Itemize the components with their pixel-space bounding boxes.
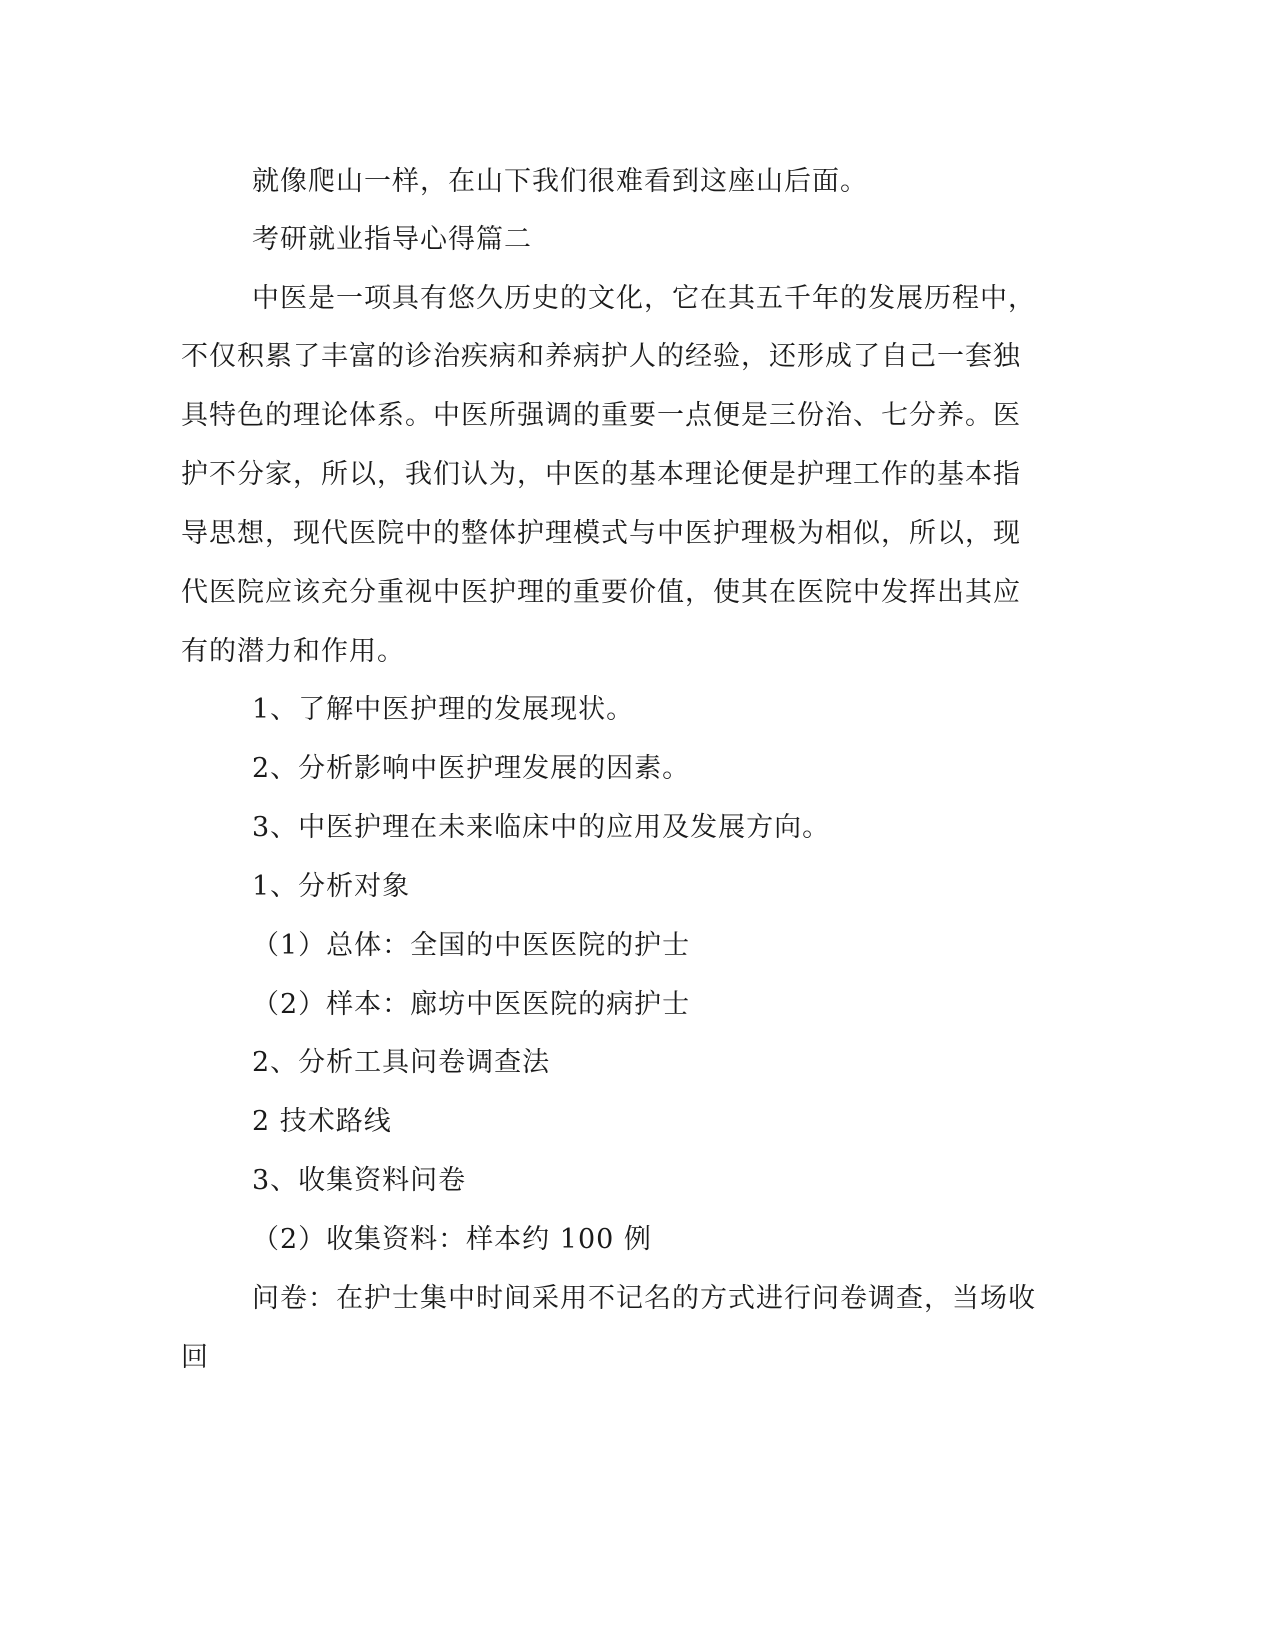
list-item: 3、中医护理在未来临床中的应用及发展方向。 [252,812,831,843]
list-item: 2、分析影响中医护理发展的因素。 [252,753,691,784]
paragraph-line: 中医是一项具有悠久历史的文化，它在其五千年的发展历程中， [252,283,1036,314]
list-item: 1、了解中医护理的发展现状。 [252,694,635,725]
list-item: （1）总体：全国的中医医院的护士 [252,930,691,961]
paragraph-line: 具特色的理论体系。中医所强调的重要一点便是三份治、七分养。医 [181,400,1021,431]
list-item: 2 技术路线 [252,1106,392,1137]
list-item: 1、分析对象 [252,871,411,902]
list-item: （2）样本：廊坊中医医院的病护士 [252,989,691,1020]
list-item: 2、分析工具问卷调查法 [252,1047,551,1078]
section-heading: 考研就业指导心得篇二 [252,224,532,255]
paragraph-line: 不仅积累了丰富的诊治疾病和养病护人的经验，还形成了自己一套独 [181,341,1021,372]
paragraph-line: 护不分家，所以，我们认为，中医的基本理论便是护理工作的基本指 [181,459,1021,490]
paragraph-line: 就像爬山一样，在山下我们很难看到这座山后面。 [252,166,868,197]
paragraph-line: 问卷：在护士集中时间采用不记名的方式进行问卷调查，当场收 [252,1283,1036,1314]
paragraph-line: 回 [181,1342,209,1373]
paragraph-line: 导思想，现代医院中的整体护理模式与中医护理极为相似，所以，现 [181,518,1021,549]
list-item: 3、收集资料问卷 [252,1165,467,1196]
paragraph-line: 有的潜力和作用。 [181,636,405,667]
paragraph-line: 代医院应该充分重视中医护理的重要价值，使其在医院中发挥出其应 [181,577,1021,608]
list-item: （2）收集资料：样本约 100 例 [252,1224,652,1255]
